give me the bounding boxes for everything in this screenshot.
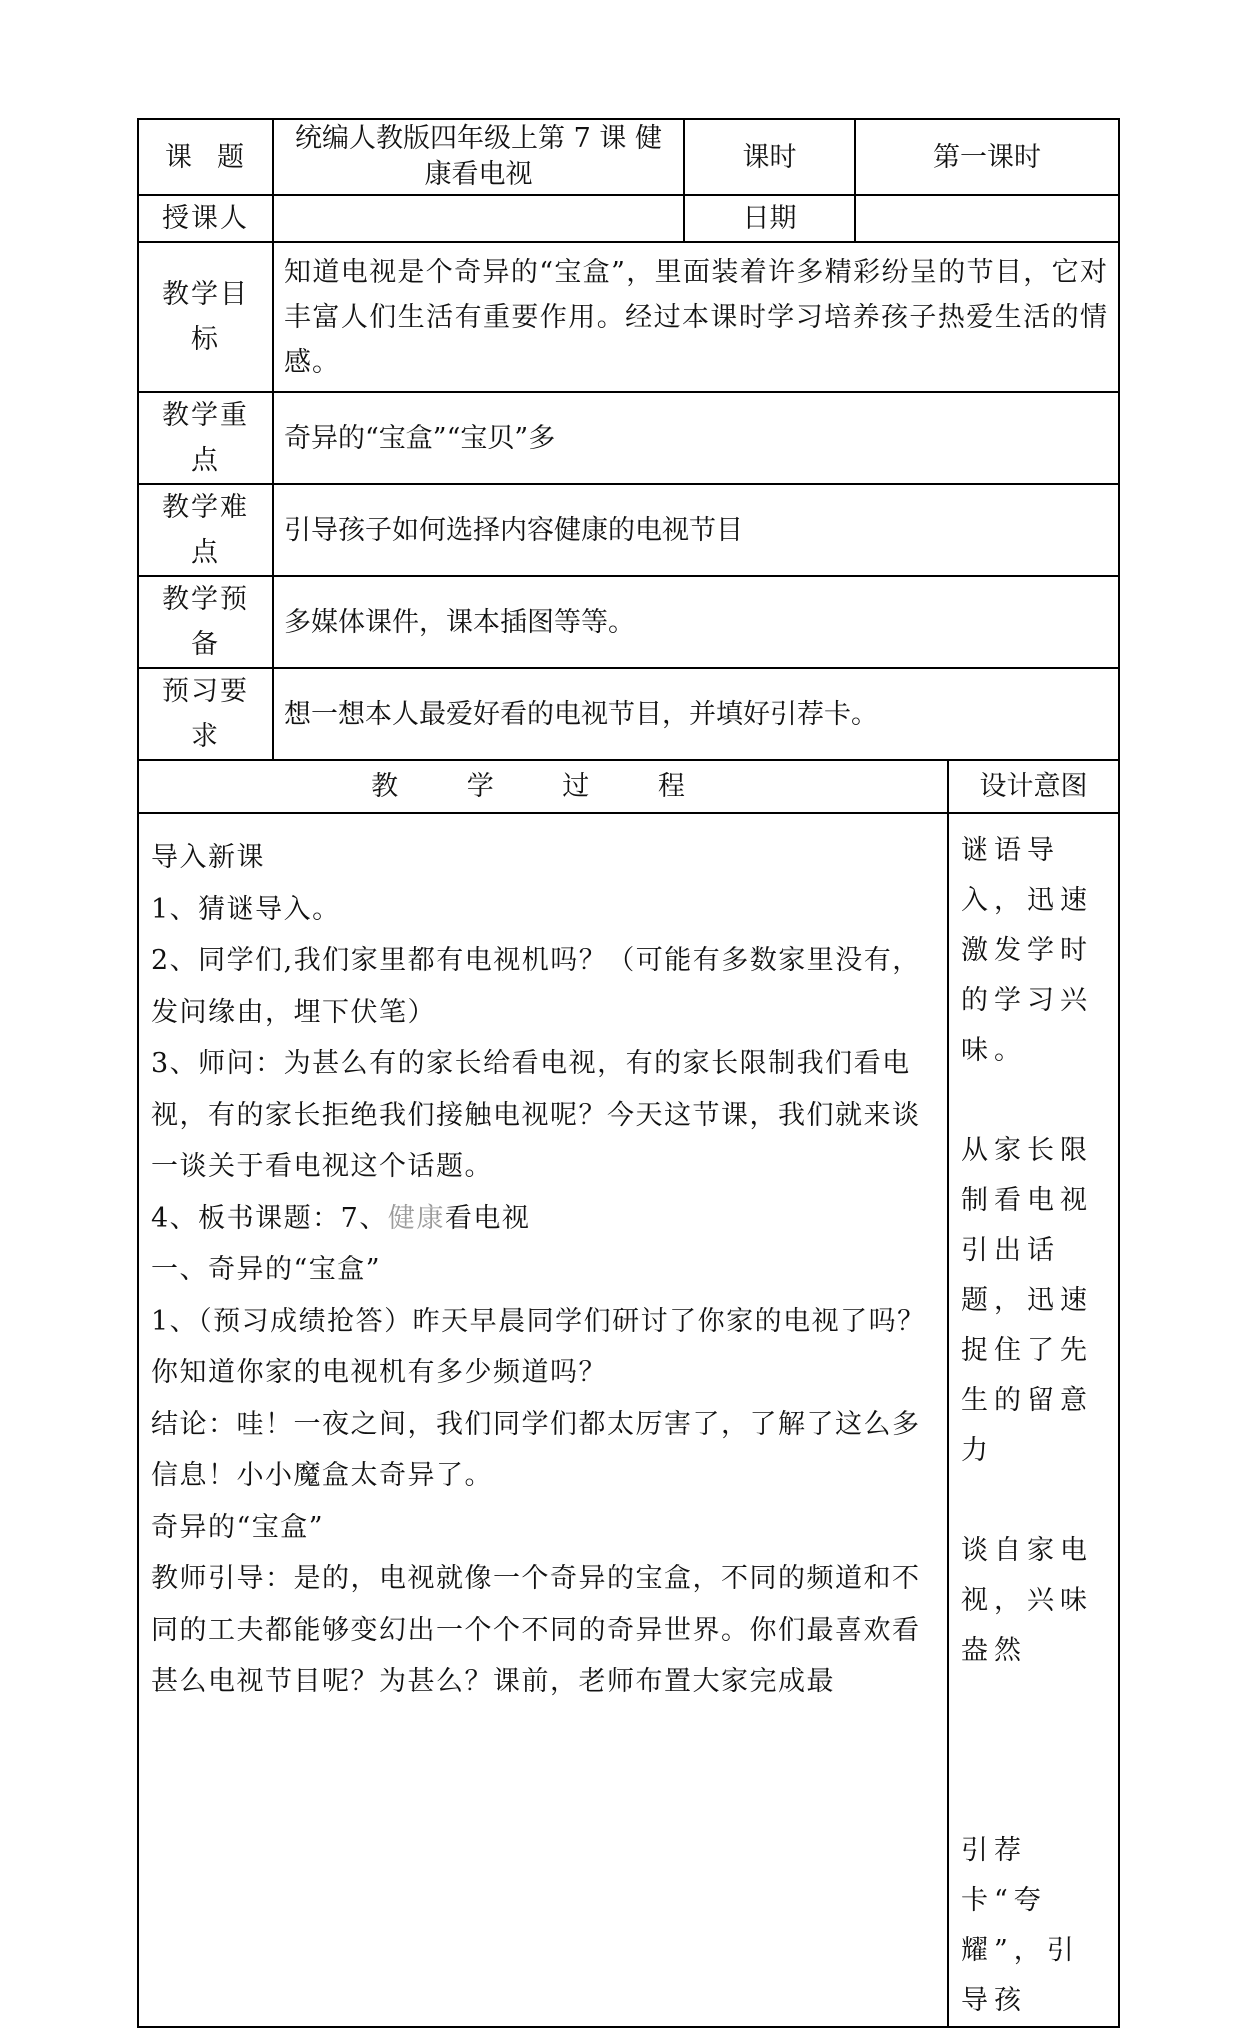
teacher-row	[138, 195, 1119, 242]
process-line-board-title: 4、板书课题：7、健康看电视	[151, 1202, 531, 1234]
process-line: 1、猜谜导入。	[151, 893, 341, 925]
objective-label: 教学目标	[138, 242, 273, 392]
topic-value: 统编人教版四年级上第 7 课 健康看电视	[273, 119, 684, 195]
process-line: 一、奇异的“宝盒”	[151, 1254, 382, 1285]
objective-value: 知道电视是个奇异的“宝盒”，里面装着许多精彩纷呈的节目，它对丰富人们生活有重要作用。经过本课时学习培养孩子热爱生活的情感。	[273, 242, 1119, 392]
key-point-row	[138, 392, 1119, 484]
gray-text: 健康	[387, 1202, 445, 1234]
topic-row	[138, 119, 1119, 195]
preview-value: 想一想本人最爱好看的电视节目，并填好引荐卡。	[273, 668, 1119, 760]
period-value: 第一课时	[855, 119, 1119, 195]
process-header-row	[138, 760, 1119, 813]
period-label: 课时	[684, 119, 855, 195]
process-line: 教师引导：是的，电视就像一个奇异的宝盒，不同的频道和不同的工夫都能够变幻出一个个不同的奇异世界。你们最喜欢看甚么电视节目呢？为甚么？课前，老师布置大家完成最	[151, 1563, 921, 1697]
preparation-row	[138, 576, 1119, 668]
process-heading: 教 学 过 程	[138, 760, 948, 813]
intent-note: 谜语导入，迅速激发学时的学习兴味。	[961, 835, 1093, 1066]
lesson-plan-table	[137, 118, 1120, 2028]
preparation-label: 教学预备	[138, 576, 273, 668]
intent-heading: 设计意图	[948, 760, 1119, 813]
difficulty-row	[138, 484, 1119, 576]
process-line: 2、同学们,我们家里都有电视机吗？（可能有多数家里没有，发问缘由，埋下伏笔）	[151, 945, 921, 1028]
key-point-label: 教学重点	[138, 392, 273, 484]
process-line: 奇异的“宝盒”	[151, 1511, 325, 1543]
key-point-value: 奇异的“宝盒”“宝贝”多	[273, 392, 1119, 484]
intent-content	[948, 813, 1119, 2027]
intent-note: 引荐卡“夸耀”，引导孩	[961, 1835, 1080, 2016]
preparation-value: 多媒体课件，课本插图等等。	[273, 576, 1119, 668]
intent-note: 谈自家电视，兴味盎然	[961, 1535, 1093, 1666]
difficulty-value: 引导孩子如何选择内容健康的电视节目	[273, 484, 1119, 576]
teacher-label: 授课人	[138, 195, 273, 242]
process-line: 导入新课	[151, 842, 265, 873]
process-content	[138, 813, 948, 2027]
date-value	[855, 195, 1119, 242]
process-line: 3、师问：为甚么有的家长给看电视，有的家长限制我们看电视，有的家长拒绝我们接触电视呢？今天这节课，我们就来谈一谈关于看电视这个话题。	[151, 1048, 921, 1182]
process-line: 1、（预习成绩抢答）昨天早晨同学们研讨了你家的电视了吗？你知道你家的电视机有多少频道吗？	[151, 1305, 926, 1388]
preview-row	[138, 668, 1119, 760]
process-content-row	[138, 813, 1119, 2027]
difficulty-label: 教学难点	[138, 484, 273, 576]
preview-label: 预习要求	[138, 668, 273, 760]
process-line: 结论：哇！一夜之间，我们同学们都太厉害了，了解了这么多信息！小小魔盒太奇异了。	[151, 1408, 921, 1491]
topic-label: 课 题	[138, 119, 273, 195]
intent-note: 从家长限制看电视引出话题，迅速捉住了先生的留意力	[961, 1135, 1093, 1466]
teacher-value	[273, 195, 684, 242]
objective-row	[138, 242, 1119, 392]
date-label: 日期	[684, 195, 855, 242]
